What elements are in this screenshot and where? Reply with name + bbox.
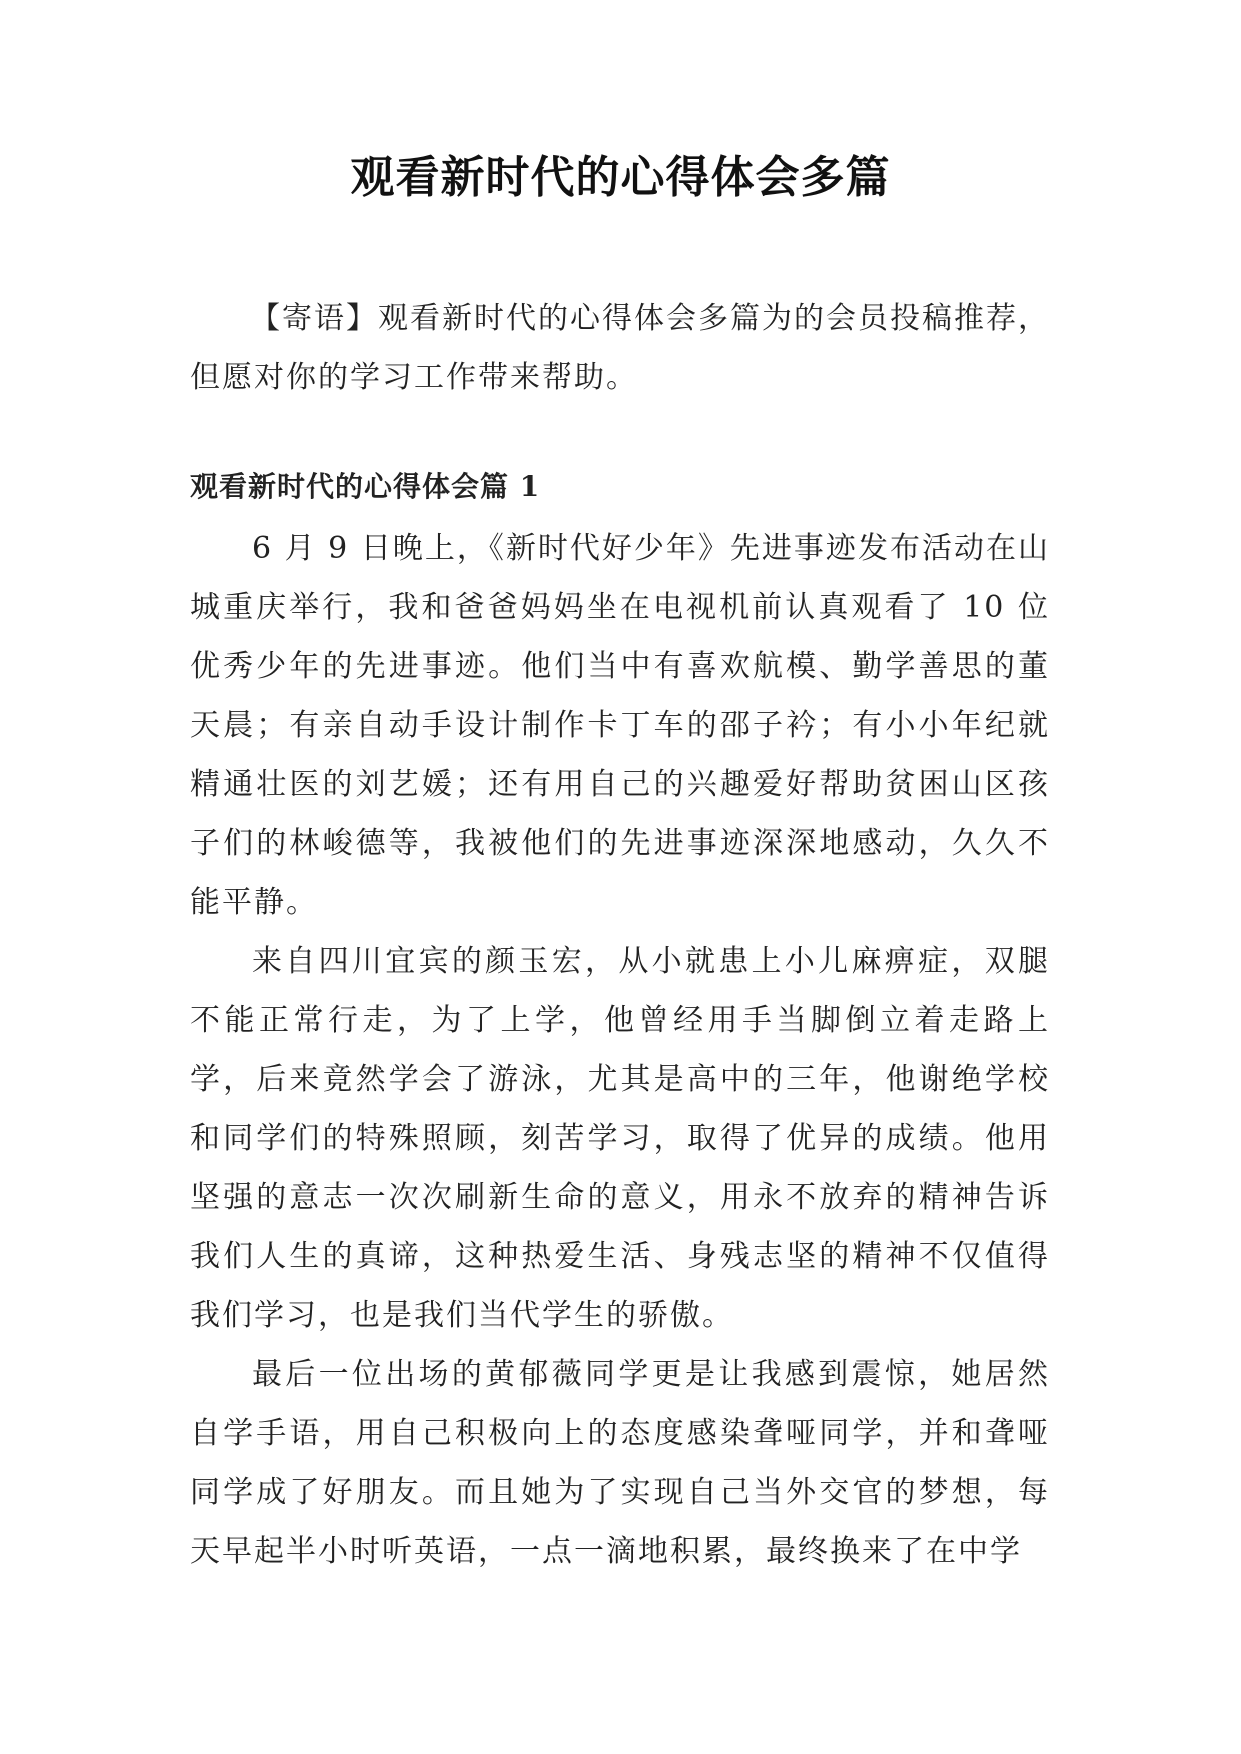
article-body bbox=[190, 519, 1050, 1581]
article-paragraph: 最后一位出场的黄郁薇同学更是让我感到震惊，她居然自学手语，用自己积极向上的态度感染聋哑同学，并和聋哑同学成了好朋友。而且她为了实现自己当外交官的梦想，每天早起半小时听英语，一点一滴地积累，最终换来了在中学 bbox=[190, 1357, 1050, 1569]
document-title: 观看新时代的心得体会多篇 bbox=[350, 152, 891, 203]
intro-paragraph: 【寄语】观看新时代的心得体会多篇为的会员投稿推荐，但愿对你的学习工作带来帮助。 bbox=[190, 301, 1050, 395]
section-heading: 观看新时代的心得体会篇 1 bbox=[190, 470, 541, 503]
article-paragraph: 来自四川宜宾的颜玉宏，从小就患上小儿麻痹症，双腿不能正常行走，为了上学，他曾经用手当脚倒立着走路上学，后来竟然学会了游泳，尤其是高中的三年，他谢绝学校和同学们的特殊照顾，刻苦学习，取得了优异的成绩。他用坚强的意志一次次刷新生命的意义，用永不放弃的精神告诉我们人生的真谛，这种热爱生活、身残志坚的精神不仅值得我们学习，也是我们当代学生的骄傲。 bbox=[190, 944, 1050, 1333]
article-paragraph: 6 月 9 日晚上，《新时代好少年》先进事迹发布活动在山城重庆举行，我和爸爸妈妈坐在电视机前认真观看了 10 位优秀少年的先进事迹。他们当中有喜欢航模、勤学善思的董天晨；有亲自动手设计制作卡丁车的邵子衿；有小小年纪就精通壮医的刘艺媛；还有用自己的兴趣爱好帮助贫困山区孩子们的林峻德等，我被他们的先进事迹深深地感动，久久不能平静。 bbox=[190, 531, 1050, 920]
